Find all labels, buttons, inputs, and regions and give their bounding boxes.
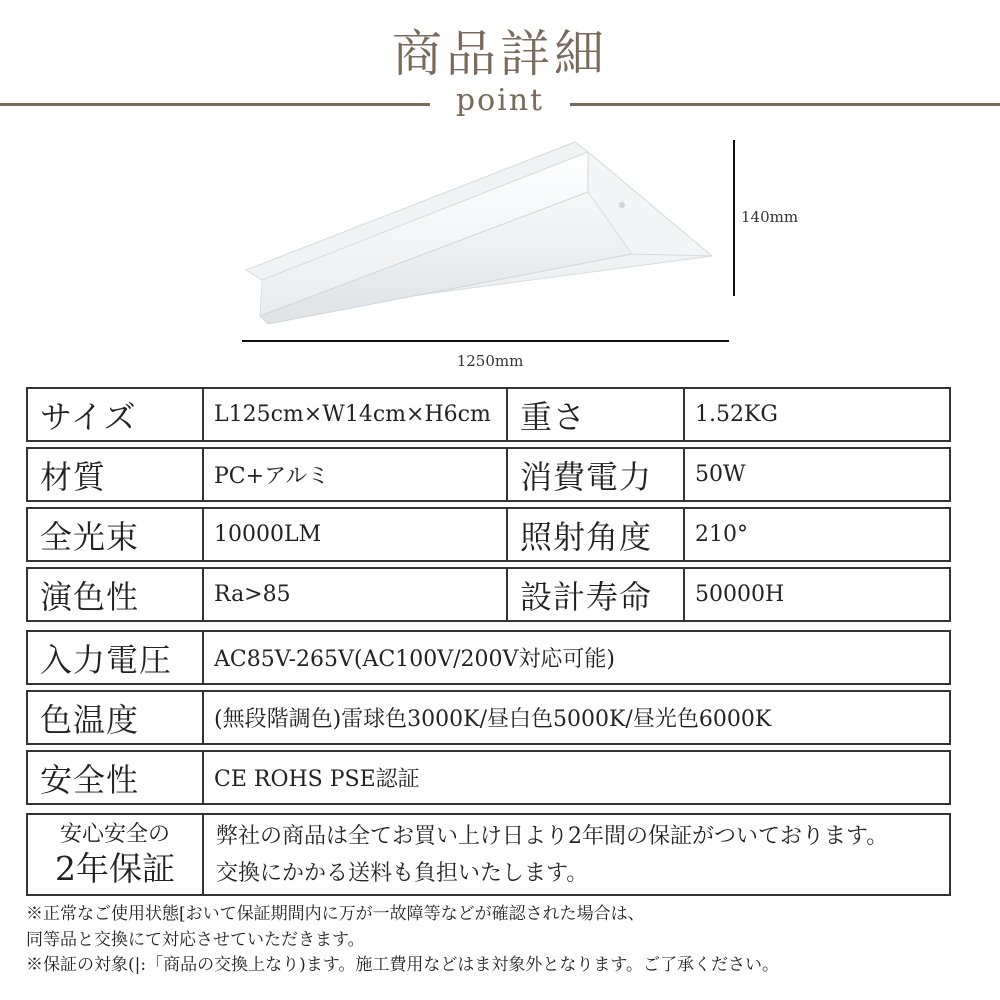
spec-value-luminous-flux-text: 10000LM [214,522,322,547]
spec-label-weight-text: 重さ [520,397,587,436]
spec-value-size [202,387,508,442]
height-dimension-label: 140mm [741,208,799,226]
spec-value-luminous-flux [202,507,508,562]
spec-label-color-temp-text: 色温度 [40,700,140,739]
spec-label-material [26,447,204,502]
guarantee-text-line1: 弊社の商品は全てお買い上け日より2年間の保証がついております。 [216,823,889,849]
spec-label-material-text: 材質 [40,457,107,496]
spec-value-beam-angle [683,507,951,562]
spec-value-power [683,447,951,502]
spec-label-beam-angle [506,507,685,562]
spec-label-safety-text: 安全性 [40,760,140,799]
spec-label-input-voltage [26,630,204,685]
spec-label-input-voltage-text: 入力電圧 [40,640,173,679]
spec-value-color-temp-text: (無段階調色)雷球色3000K/昼白色5000K/昼光色6000K [214,707,772,732]
note-line-3: ※保証の対象(|:「商品の交換上なり)ます。施工費用などはま対象外となります。ご了承ください。 [26,955,779,975]
page-title: 商品詳細 [392,25,608,83]
spec-value-material [202,447,508,502]
spec-label-size-text: サイズ [40,397,137,436]
guarantee-text-line2: 交換にかかる送料も負担いたします。 [216,860,589,886]
spec-value-input-voltage [202,630,951,685]
length-dimension-label: 1250mm [456,352,524,370]
spec-label-cri [26,567,204,622]
spec-label-safety [26,750,204,805]
page-subtitle: point [455,83,545,118]
spec-label-lifespan-text: 設計寿命 [520,577,653,616]
spec-value-safety [202,750,951,805]
spec-label-weight [506,387,685,442]
spec-value-size-text: L125cm×W14cm×H6cm [214,402,491,427]
spec-value-safety-text: CE ROHS PSE認証 [214,767,420,792]
spec-value-power-text: 50W [695,462,746,487]
height-dimension-line [733,140,735,296]
title-rule-left [0,103,430,106]
spec-value-lifespan-text: 50000H [695,582,785,607]
spec-value-material-text: PC+アルミ [214,464,330,489]
spec-value-beam-angle-text: 210° [695,522,748,547]
led-fixture-image [240,130,720,330]
spec-label-luminous-flux-text: 全光束 [40,517,140,556]
spec-value-lifespan [683,567,951,622]
spec-value-cri-text: Ra>85 [214,582,291,607]
spec-label-cri-text: 演色性 [40,577,140,616]
spec-value-weight [683,387,951,442]
spec-label-beam-angle-text: 照射角度 [520,517,653,556]
spec-label-color-temp [26,690,204,745]
note-line-2: 同等品と交換にて対応させていただきます。 [26,929,365,950]
guarantee-label-line2: 2年保証 [55,848,175,888]
spec-value-input-voltage-text: AC85V-265V(AC100V/200V対応可能) [214,647,615,672]
guarantee-label-line1: 安心安全の [59,821,170,847]
spec-label-size [26,387,204,442]
length-dimension-line [242,340,729,342]
note-line-1: ※正常なご使用状態[おいて保証期間内に万が一故障等などが確認された場合は、 [26,904,645,924]
warranty-notes [26,902,986,979]
title-rule-right [570,103,1000,106]
spec-label-power [506,447,685,502]
spec-value-cri [202,567,508,622]
spec-label-lifespan [506,567,685,622]
spec-label-luminous-flux [26,507,204,562]
spec-label-power-text: 消費電力 [520,457,653,496]
guarantee-text [202,813,951,896]
spec-value-weight-text: 1.52KG [695,402,778,427]
guarantee-label [26,813,204,896]
spec-value-color-temp [202,690,951,745]
